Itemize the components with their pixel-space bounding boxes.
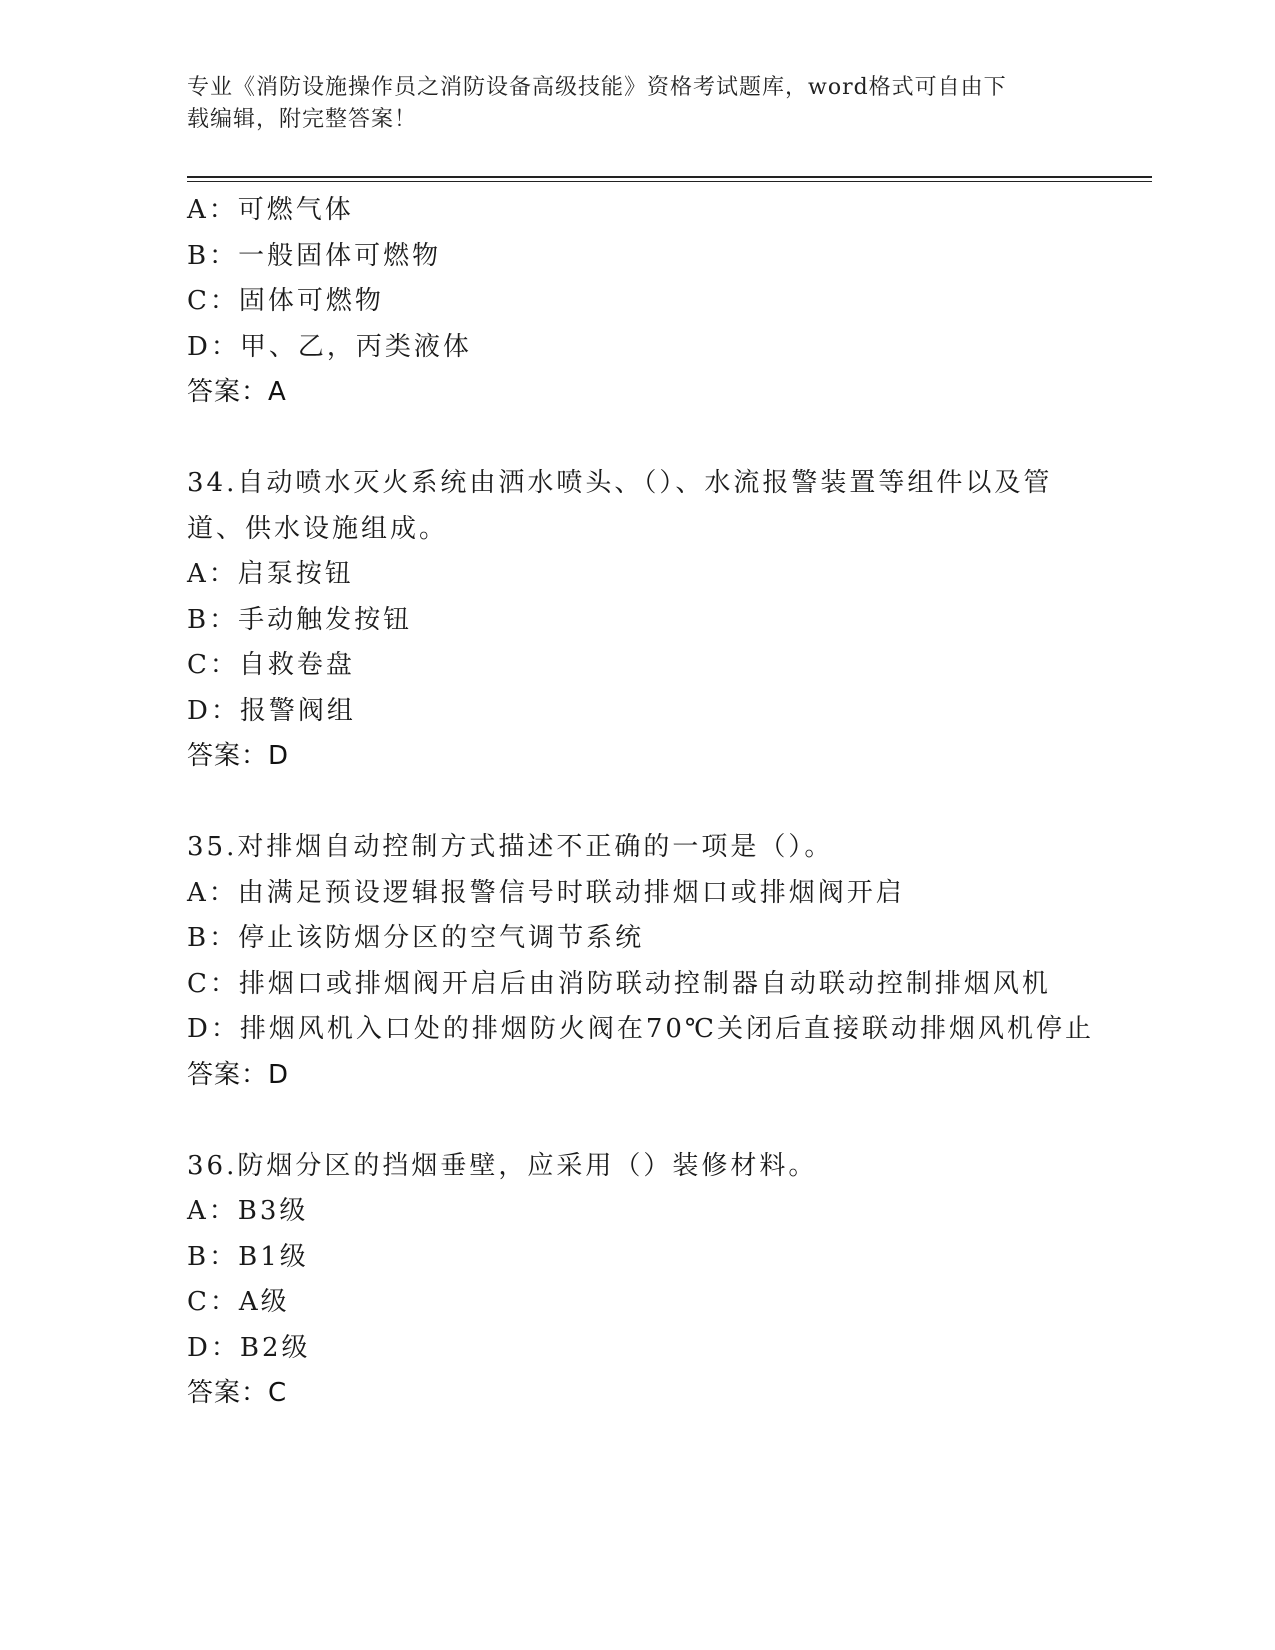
answer-line: 答案：C — [187, 1378, 288, 1408]
spacer — [187, 416, 1087, 462]
spacer — [187, 1098, 1087, 1144]
option-b: B：B1级 — [187, 1241, 309, 1272]
option-a: A：启泵按钮 — [187, 559, 354, 589]
document-header — [187, 72, 1067, 136]
question-34 — [187, 461, 1087, 780]
answer-line: 答案：D — [187, 1059, 290, 1090]
option-a: A：B3级 — [187, 1196, 309, 1226]
question-36 — [187, 1144, 1087, 1417]
option-d: D：报警阀组 — [187, 695, 356, 726]
header-divider-thin — [187, 181, 1152, 182]
option-b: B：停止该防烟分区的空气调节系统 — [187, 923, 645, 953]
option-a: A：由满足预设逻辑报警信号时联动排烟口或排烟阀开启 — [187, 877, 905, 908]
option-b: B：一般固体可燃物 — [187, 240, 442, 271]
question-list — [187, 188, 1095, 1417]
header-line-1: 专业《消防设施操作员之消防设备高级技能》资格考试题库，word格式可自由下 — [187, 75, 1007, 100]
question-33 — [187, 188, 1087, 416]
question-stem-line-1: 36.防烟分区的挡烟垂壁，应采用（）装修材料。 — [187, 1150, 818, 1181]
option-c: C：自救卷盘 — [187, 650, 355, 680]
header-divider-thick — [187, 176, 1152, 178]
option-c: C：A级 — [187, 1287, 290, 1317]
question-stem-line-1: 35.对排烟自动控制方式描述不正确的一项是（）。 — [187, 832, 834, 862]
question-35 — [187, 825, 1095, 1098]
option-d: D：排烟风机入口处的排烟防火阀在70℃关闭后直接联动排烟风机停止 — [187, 1014, 1095, 1044]
header-line-2: 载编辑，附完整答案！ — [187, 107, 418, 132]
option-a: A：可燃气体 — [187, 195, 354, 225]
option-b: B：手动触发按钮 — [187, 604, 413, 635]
spacer — [187, 780, 1087, 826]
option-c: C：排烟口或排烟阀开启后由消防联动控制器自动联动控制排烟风机 — [187, 968, 1051, 999]
question-stem-line-2: 道、供水设施组成。 — [187, 513, 449, 544]
answer-line: 答案：A — [187, 377, 287, 407]
question-stem-line-1: 34.自动喷水灭火系统由洒水喷头、（）、水流报警装置等组件以及管 — [187, 468, 1053, 498]
option-d: D：甲、乙，丙类液体 — [187, 331, 472, 362]
option-c: C：固体可燃物 — [187, 286, 384, 316]
answer-line: 答案：D — [187, 741, 290, 771]
option-d: D：B2级 — [187, 1332, 311, 1363]
